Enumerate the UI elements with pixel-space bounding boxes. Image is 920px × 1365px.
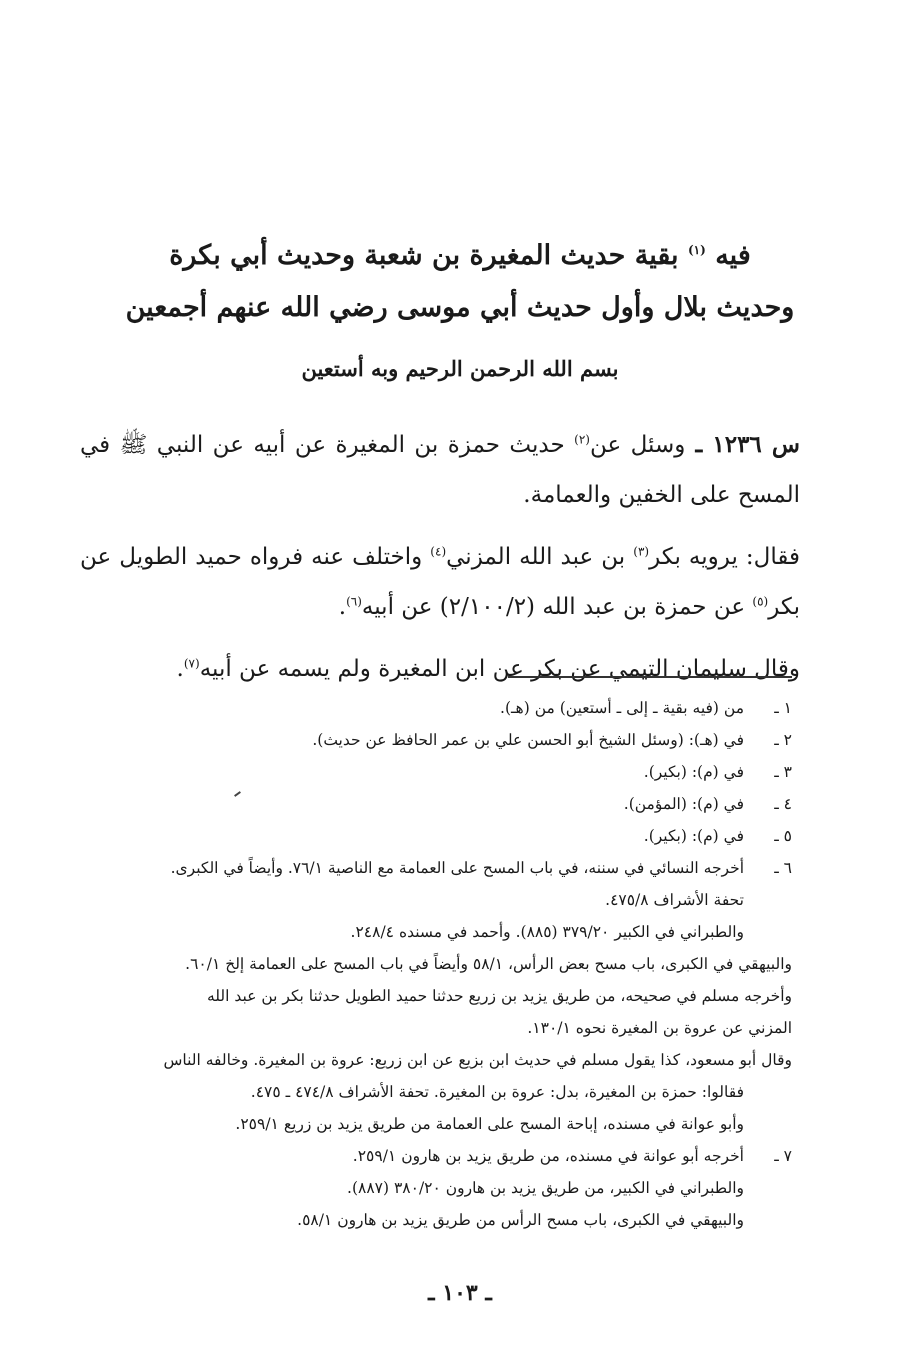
footnote-line: والبيهقي في الكبرى، باب مسح بعض الرأس، ٥٨/١ وأيضاً في باب المسح على العمامة إلخ ٦٠/١. — [185, 955, 792, 973]
footnote-line: في (م): (بكير). — [643, 763, 744, 781]
footnote-number: ٣ ـ — [774, 763, 792, 781]
text-run: . — [338, 594, 347, 620]
question-number: س ١٢٣٦ ـ — [685, 431, 800, 458]
footnote-ref: (٤) — [430, 544, 447, 559]
footnote-line: أخرجه النسائي في سننه، في باب المسح على العمامة مع الناصية ٧٦/١. وأيضاً في الكبرى. — [170, 859, 744, 877]
footnote-ref: (٣) — [633, 544, 650, 559]
text-run: واختلف عنه فرواه حميد الطويل عن بكر — [80, 544, 800, 620]
footnote-line: والبيهقي في الكبرى، باب مسح الرأس من طريق يزيد بن هارون ٥٨/١. — [297, 1211, 744, 1229]
footnote-body — [80, 724, 744, 756]
text-run: وسئل عن — [589, 432, 686, 458]
footnote — [80, 692, 792, 724]
footnote-number: ٦ ـ — [774, 859, 792, 877]
footnote-line: في (هـ): (وسئل الشيخ أبو الحسن علي بن عمر الحافظ عن حديث). — [312, 731, 744, 749]
footnote-ref: (٢) — [574, 432, 590, 447]
footnote-line: وقال أبو مسعود، كذا يقول مسلم في حديث ابن بزيع عن ابن زريع: عروة بن المغيرة. وخالفه الناس — [163, 1051, 792, 1069]
footnote-ref: (١) — [687, 243, 706, 257]
footnote-body — [80, 756, 744, 788]
basmala: بسم الله الرحمن الرحيم وبه أستعين — [301, 356, 619, 381]
footnote — [80, 820, 792, 852]
footnote-number: ١ ـ — [774, 699, 792, 717]
footnote-body — [80, 1140, 744, 1236]
footnote-line: والطبراني في الكبير، من طريق يزيد بن هارون ٣٨٠/٢٠ (٨٨٧). — [347, 1179, 744, 1197]
continuation-paragraph — [80, 644, 800, 694]
footnote — [80, 724, 792, 756]
footnote-body — [80, 820, 744, 852]
main-text — [80, 420, 800, 706]
footnote-line: أخرجه أبو عوانة في مسنده، من طريق يزيد بن هارون ٢٥٩/١. — [352, 1147, 744, 1165]
text-run: عن حمزة بن عبد الله (٢/١٠٠/٢) عن أبيه — [361, 594, 753, 620]
text-run: . — [176, 656, 184, 682]
footnote-number: ٤ ـ — [774, 795, 792, 813]
footnote-line: من (فيه بقية ـ إلى ـ أستعين) من (هـ). — [500, 699, 744, 717]
footnote-line: وأبو عوانة في مسنده، إباحة المسح على العمامة من طريق يزيد بن زريع ٢٥٩/١. — [235, 1115, 744, 1133]
footnote-body — [80, 692, 744, 724]
text-run: حديث حمزة بن المغيرة عن أبيه عن النبي ﷺ في المسح على الخفين والعمامة. — [80, 432, 800, 508]
footnotes — [80, 692, 792, 1236]
footnote — [80, 1140, 792, 1236]
footnote-line: في (م): (بكير). — [643, 827, 744, 845]
footnote — [80, 852, 792, 1140]
footnote — [80, 756, 792, 788]
page-number: ـ ١٠٣ ـ — [428, 1280, 492, 1306]
chapter-title-line2: وحديث بلال وأول حديث أبي موسى رضي الله عنهم أجمعين — [125, 292, 795, 323]
chapter-title-line1 — [120, 240, 800, 272]
text-run: وقال سليمان التيمي عن بكر عن ابن المغيرة ولم يسمه عن أبيه — [199, 656, 800, 682]
footnote-number: ٢ ـ — [774, 731, 792, 749]
footnote-number: ٧ ـ — [774, 1147, 792, 1165]
footnote-divider — [508, 676, 792, 678]
footnote-ref: (٦) — [346, 594, 362, 609]
question-paragraph — [80, 420, 800, 520]
footnote-line: المزني عن عروة بن المغيرة نحوه ١٣٠/١. — [527, 1019, 792, 1037]
answer-paragraph — [80, 532, 800, 632]
chapter-title-word: فيه — [705, 240, 751, 271]
footnote-body — [80, 788, 744, 820]
footnote-ref: (٧) — [183, 656, 200, 671]
chapter-title-text: بقية حديث المغيرة بن شعبة وحديث أبي بكرة — [169, 240, 688, 271]
footnote-line: فقالوا: حمزة بن المغيرة، بدل: عروة بن المغيرة. تحفة الأشراف ٤٧٤/٨ ـ ٤٧٥. — [250, 1083, 744, 1101]
footnote-line: تحفة الأشراف ٤٧٥/٨. — [605, 891, 744, 909]
text-run: بن عبد الله المزني — [446, 544, 634, 570]
footnote-number: ٥ ـ — [774, 827, 792, 845]
text-run: فقال: يرويه بكر — [649, 544, 800, 570]
footnote — [80, 788, 792, 820]
footnote-line: وأخرجه مسلم في صحيحه، من طريق يزيد بن زريع حدثنا حميد الطويل حدثنا بكر بن عبد الله — [206, 987, 792, 1005]
footnote-line: في (م): (المؤمن). — [623, 795, 744, 813]
footnote-line: والطبراني في الكبير ٣٧٩/٢٠ (٨٨٥). وأحمد في مسنده ٢٤٨/٤. — [350, 923, 744, 941]
footnote-ref: (٥) — [752, 594, 769, 609]
